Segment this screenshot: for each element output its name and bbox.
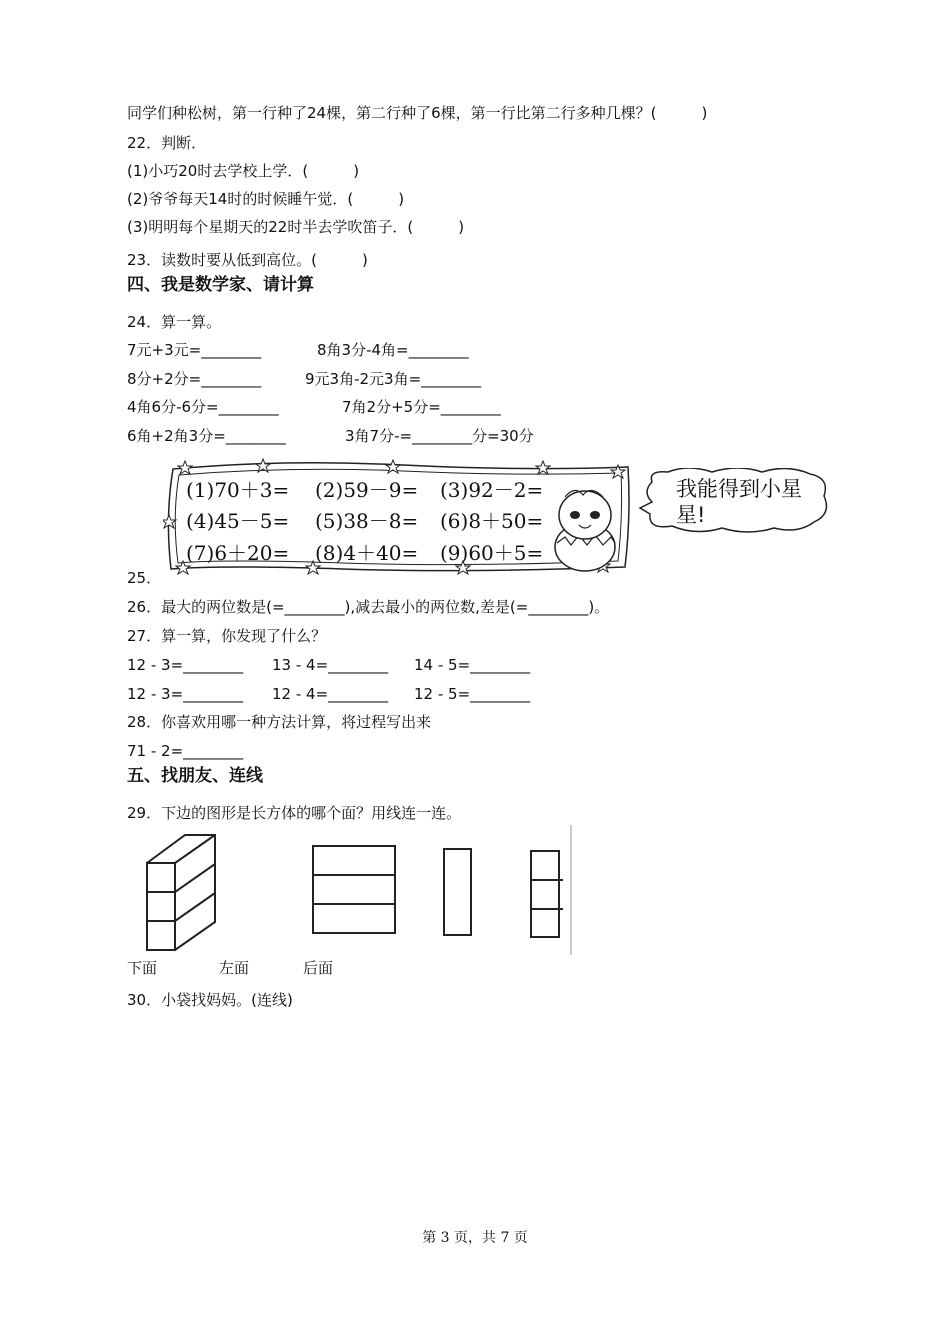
eq-9: (9)60＋5=	[440, 541, 544, 565]
q24-expr: 8分+2分=________	[127, 370, 262, 388]
q23-text: 23．读数时要从低到高位。( )	[127, 251, 368, 269]
q27-title: 27．算一算，你发现了什么？	[127, 627, 327, 645]
q24-expr: 7元+3元=________	[127, 341, 262, 359]
eq-5: (5)38－8=	[315, 509, 419, 533]
q24-expr: 7角2分+5分=________	[342, 398, 501, 416]
cuboid-icon	[147, 835, 215, 950]
q29-title: 29．下边的图形是长方体的哪个面？用线连一连。	[127, 804, 462, 822]
q25-label: 25．	[127, 569, 162, 587]
q27-expr: 12 - 5=________	[414, 685, 531, 703]
eq-3: (3)92－2=	[440, 478, 544, 502]
eq-2: (2)59－9=	[315, 478, 419, 502]
face-rect-tall	[444, 849, 471, 935]
q22-title: 22．判断．	[127, 134, 207, 152]
q28-expr: 71 - 2=________	[127, 742, 244, 760]
page-footer: 第 3 页，共 7 页	[422, 1230, 528, 1246]
face-rect-stack	[531, 851, 563, 937]
q24-expr: 6角+2角3分=________	[127, 427, 286, 445]
q24-expr: 8角3分-4角=________	[317, 341, 469, 359]
q24-expr: 4角6分-6分=________	[127, 398, 279, 416]
speech-text: 我能得到小星星!	[676, 477, 802, 527]
eq-8: (8)4＋40=	[315, 541, 419, 565]
label-left: 左面	[219, 959, 250, 977]
eq-6: (6)8＋50=	[440, 509, 544, 533]
label-bottom: 下面	[127, 959, 158, 977]
eq-1: (1)70＋3=	[186, 478, 290, 502]
mascot-icon	[545, 485, 635, 575]
q24-title: 24．算一算。	[127, 313, 222, 331]
q24-expr: 3角7分-=________分=30分	[345, 427, 534, 445]
q22-item-1: (1)小巧20时去学校上学．( )	[127, 162, 360, 180]
q21-text: 同学们种松树，第一行种了24棵，第二行种了6棵，第一行比第二行多种几棵？( )	[127, 104, 708, 122]
eq-4: (4)45－5=	[186, 509, 290, 533]
q22-item-3: (3)明明每个星期天的22时半去学吹笛子．( )	[127, 218, 465, 236]
q27-expr: 14 - 5=________	[414, 656, 531, 674]
q26-text: 26．最大的两位数是(=________),减去最小的两位数,差是(=________)。	[127, 598, 610, 616]
face-rect-wide	[313, 846, 395, 933]
q27-expr: 13 - 4=________	[272, 656, 389, 674]
q29-figures	[127, 825, 587, 960]
q27-expr: 12 - 3=________	[127, 685, 244, 703]
q24-expr: 9元3角-2元3角=________	[305, 370, 482, 388]
eq-7: (7)6＋20=	[186, 541, 290, 565]
q28-title: 28．你喜欢用哪一种方法计算，将过程写出来	[127, 713, 432, 731]
q22-item-2: (2)爷爷每天14时的时候睡午觉．( )	[127, 190, 405, 208]
q30-text: 30．小袋找妈妈。(连线)	[127, 991, 293, 1009]
section-5-heading: 五、找朋友、连线	[127, 766, 263, 786]
q27-expr: 12 - 4=________	[272, 685, 389, 703]
section-4-heading: 四、我是数学家、请计算	[127, 275, 314, 295]
q27-expr: 12 - 3=________	[127, 656, 244, 674]
label-back: 后面	[303, 959, 334, 977]
